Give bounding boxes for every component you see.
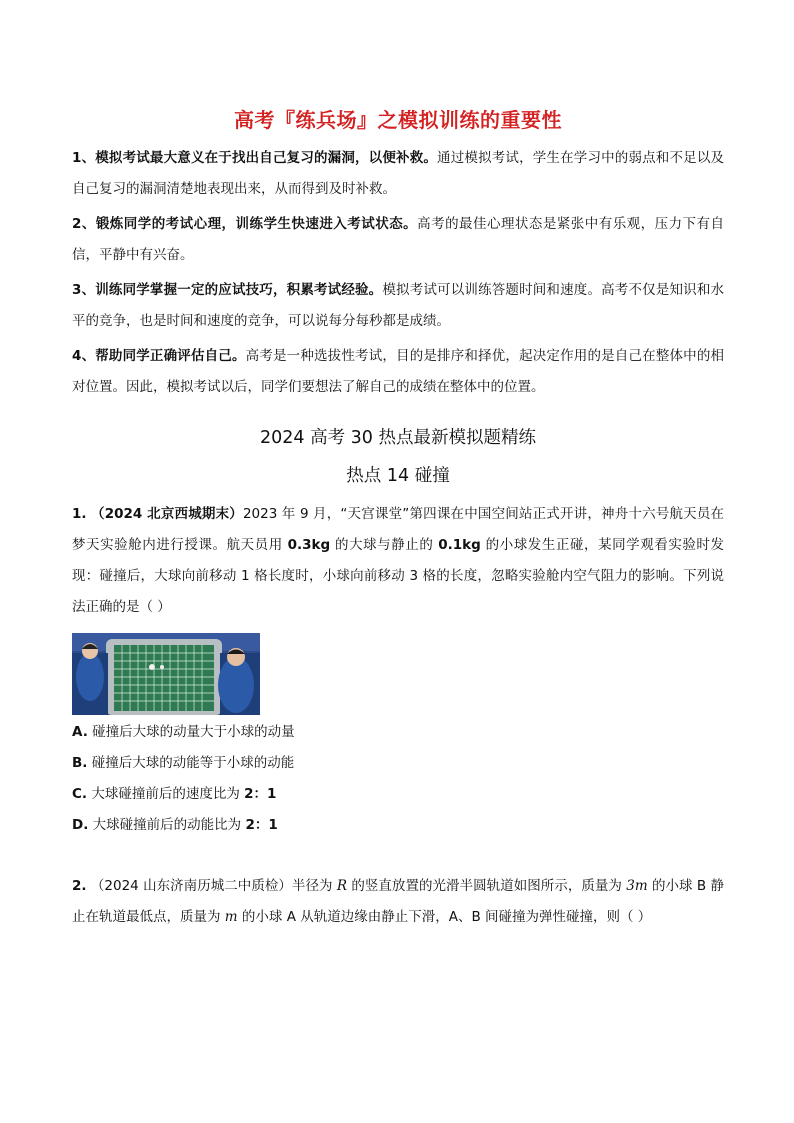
option-text: 碰撞后大球的动能等于小球的动能	[91, 755, 295, 771]
intro-text-2: 高考的最佳心理状态是紧张中有乐观，压力下有自信，平静中有兴奋。	[72, 216, 724, 263]
option-b	[72, 748, 724, 779]
option-c	[72, 779, 724, 810]
option-ratio: 2：1	[244, 786, 277, 802]
intro-point-3: 3、训练同学掌握一定的应试技巧，积累考试经验。	[72, 282, 383, 298]
option-label: B.	[72, 755, 88, 771]
intro-text-3: 模拟考试可以训练答题时间和速度。高考不仅是知识和水平的竞争，也是时间和速度的竞争，可以说每分每秒都是成绩。	[72, 282, 724, 329]
option-label: A.	[72, 724, 88, 740]
intro-point-2: 2、锻炼同学的考试心理，训练学生快速进入考试状态。	[72, 216, 418, 232]
intro-point-1: 1、模拟考试最大意义在于找出自己复习的漏洞，以便补救。	[72, 150, 438, 166]
option-ratio: 2：1	[245, 817, 278, 833]
option-text: 大球碰撞前后的动能比为	[92, 817, 246, 833]
mass-value: 0.3kg	[287, 537, 331, 553]
section-subtitle: 热点 14 碰撞	[346, 466, 450, 486]
mass-value: 0.1kg	[438, 537, 481, 553]
question-text: 的小球发生正碰，某同学观看实验时发现：碰撞后，大球向前移动 1 格长度时，小球向前移动 3 格的长度，忽略实验舱内空气阻力的影响。下列说法正确的是（ ）	[72, 537, 724, 615]
question-text: 的竖直放置的光滑半圆轨道如图所示，质量为	[347, 878, 627, 894]
page-title: 高考『练兵场』之模拟训练的重要性	[234, 108, 562, 132]
intro-point-4: 4、帮助同学正确评估自己。	[72, 348, 246, 364]
option-a	[72, 717, 724, 748]
mass-symbol: m	[224, 909, 238, 925]
intro-paragraph-2	[72, 209, 724, 271]
question-text: 半径为	[291, 878, 337, 894]
option-d	[72, 810, 724, 841]
question-text: 的大球与静止的	[330, 537, 439, 553]
intro-paragraph-4	[72, 341, 724, 403]
question-1	[72, 499, 724, 623]
option-text: 大球碰撞前后的速度比为	[91, 786, 245, 802]
question-source: （2024 山东济南历城二中质检）	[90, 878, 292, 894]
astronaut-classroom-photo	[72, 633, 260, 715]
intro-paragraph-1	[72, 143, 724, 205]
section-title: 2024 高考 30 热点最新模拟题精练	[260, 428, 536, 448]
intro-paragraph-3	[72, 275, 724, 337]
radius-symbol: R	[336, 878, 348, 894]
question-number: 1.	[72, 506, 87, 522]
mass-symbol: 3m	[626, 878, 648, 894]
option-label: C.	[72, 786, 88, 802]
question-text: 2023 年 9 月，“天宫课堂”第四课在中国空间站正式开讲，神舟十六号航天员在梦天实验舱内进行授课。航天员用	[72, 506, 725, 553]
intro-text-1: 通过模拟考试，学生在学习中的弱点和不足以及自己复习的漏洞清楚地表现出来，从而得到及时补救。	[72, 150, 724, 197]
question-text: 的小球 B 静止在轨道最低点，质量为	[72, 878, 724, 925]
question-source: （2024 北京西城期末）	[91, 506, 243, 522]
intro-section	[72, 143, 724, 403]
document-page	[72, 100, 724, 933]
question-text: 的小球 A 从轨道边缘由静止下滑，A、B 间碰撞为弹性碰撞，则（ ）	[237, 909, 652, 925]
option-label: D.	[72, 817, 89, 833]
question-2	[72, 871, 724, 933]
question-number: 2.	[72, 878, 87, 894]
option-text: 碰撞后大球的动量大于小球的动量	[92, 724, 295, 740]
intro-text-4: 高考是一种选拔性考试，目的是排序和择优，起决定作用的是自己在整体中的相对位置。因此，模拟考试以后，同学们要想法了解自己的成绩在整体中的位置。	[72, 348, 724, 395]
